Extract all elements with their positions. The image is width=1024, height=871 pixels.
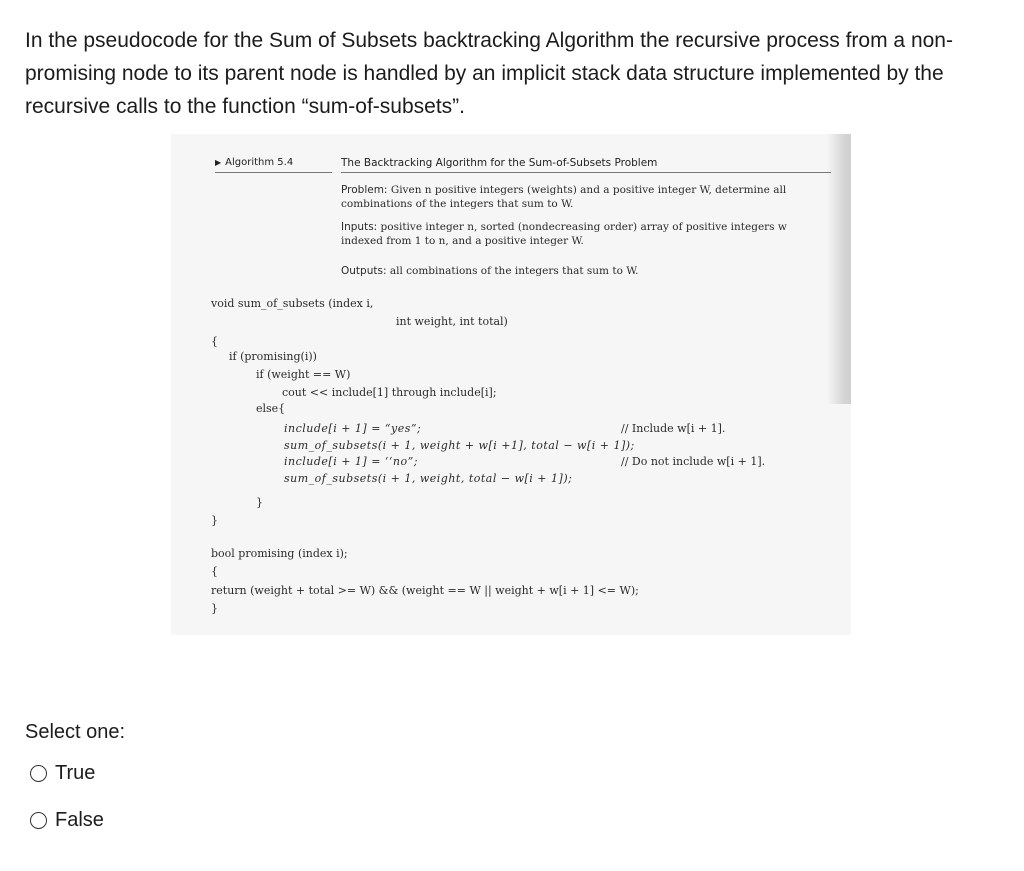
code-line-promising-close: } (211, 602, 218, 615)
question-text: In the pseudocode for the Sum of Subsets backtracking Algorithm the recursive process from a non-promising node to its parent node is handled by an implicit stack data structure implemented by the recursive calls to the function “sum-of-subsets”. (25, 29, 953, 118)
code-line-promising-signature: bool promising (index i); (211, 547, 348, 560)
code-line-params: int weight, int total) (396, 315, 508, 328)
code-line-signature: void sum_of_subsets (index i, (211, 297, 374, 310)
problem-text: Given n positive integers (weights) and a positive integer W, determine all combinations of the integers that sum to W. (341, 184, 787, 210)
code-line-if-weight: if (weight == W) (256, 368, 351, 381)
problem-label: Problem: (341, 184, 388, 196)
algorithm-image (171, 134, 851, 635)
inputs-label: Inputs: (341, 221, 378, 233)
code-comment-exclude: // Do not include w[i + 1]. (621, 455, 766, 468)
outputs-statement (341, 264, 831, 278)
problem-statement (341, 183, 831, 211)
code-line-include-yes: include[i + 1] = “yes”; (284, 422, 422, 435)
code-line-close-func: } (211, 514, 218, 527)
algorithm-tag-label: Algorithm 5.4 (225, 157, 294, 168)
inputs-text: positive integer n, sorted (nondecreasing order) array of positive integers w indexed from 1 to n, and a positive integer W. (341, 221, 787, 247)
inputs-statement (341, 220, 831, 248)
code-line-recurse-include: sum_of_subsets(i + 1, weight + w[i +1], total − w[i + 1]); (284, 439, 635, 452)
option-false-label: False (55, 809, 104, 831)
algorithm-tag (215, 157, 332, 173)
code-line-recurse-exclude: sum_of_subsets(i + 1, weight, total − w[i + 1]); (284, 472, 573, 485)
code-line-return: return (weight + total >= W) && (weight == W || weight + w[i + 1] <= W); (211, 584, 639, 597)
radio-false[interactable] (30, 812, 47, 829)
option-true-label: True (55, 762, 96, 784)
radio-true[interactable] (30, 765, 47, 782)
code-comment-include: // Include w[i + 1]. (621, 422, 726, 435)
option-true[interactable] (30, 762, 95, 785)
select-one-label: Select one: (25, 721, 126, 743)
outputs-label: Outputs: (341, 265, 387, 277)
code-line-include-no: include[i + 1] = ‘‘no”; (284, 455, 418, 468)
code-line-promising-open: { (211, 565, 218, 578)
outputs-text: all combinations of the integers that sum to W. (389, 265, 639, 277)
code-line-if-promising: if (promising(i)) (229, 350, 317, 363)
code-line-else: else{ (256, 402, 286, 415)
option-false[interactable] (30, 809, 104, 832)
code-line-close-else: } (256, 496, 263, 509)
triangle-icon: ▶ (215, 158, 222, 167)
code-line-cout: cout << include[1] through include[i]; (282, 386, 497, 399)
code-line-open-brace: { (211, 335, 218, 348)
algorithm-title: The Backtracking Algorithm for the Sum-of-Subsets Problem (341, 157, 831, 173)
